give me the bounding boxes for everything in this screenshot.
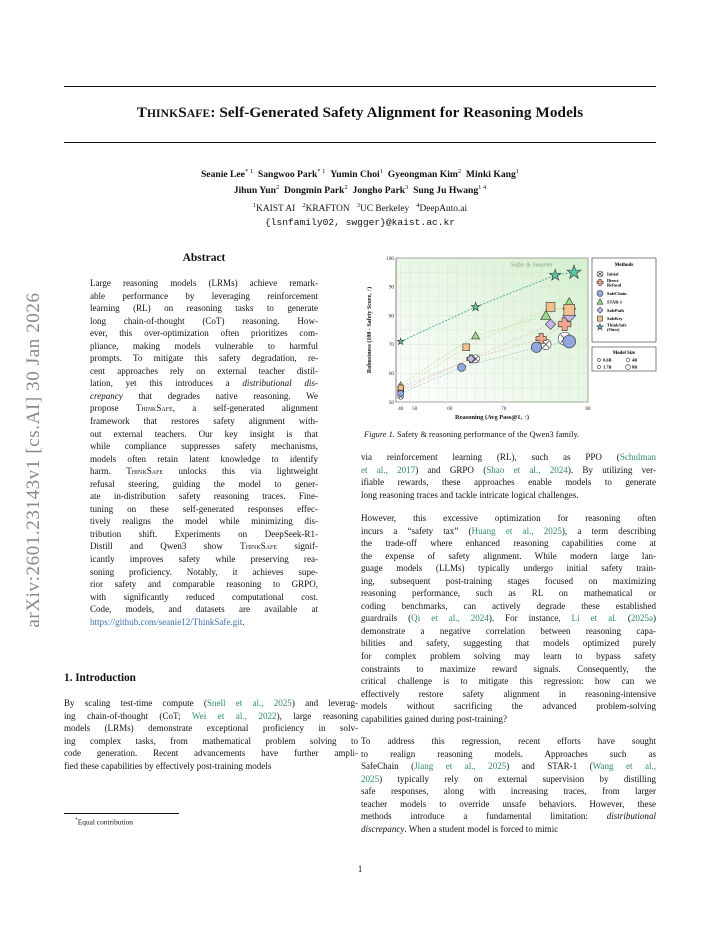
affiliation-name: KRAFTON: [305, 204, 350, 215]
author-affiliation-mark: 2: [275, 184, 280, 192]
text-line: tively realigns the model while minimizing dis-: [90, 516, 318, 527]
author-line-2: [64, 181, 656, 197]
text-line: safe responses, along with increasing traces, from larger: [361, 786, 656, 797]
data-point: [458, 363, 466, 371]
size-legend-marker: [626, 358, 630, 362]
size-legend-label: 1.7B: [603, 364, 612, 370]
text-line: fied these capabilities by effectively post-training models: [64, 760, 272, 771]
text-line: crepancy that degrades native reasoning. We: [90, 390, 318, 401]
text-line: ate in-distribution safety reasoning traces. Fine-: [90, 491, 318, 502]
text-line: Large reasoning models (LRMs) achieve remark-: [90, 278, 318, 288]
legend-label-line: (Ours): [607, 327, 620, 333]
figure-caption: Figure 1. Safety & reasoning performance of the Qwen3 family.: [364, 430, 580, 439]
marker-square: [564, 304, 575, 315]
text-line: learning (RL) on reasoning tasks to generate: [90, 303, 318, 314]
author-affiliation-mark: 2: [344, 184, 348, 192]
text-line: To address this regression, recent efforts have sought: [361, 736, 656, 746]
size-legend-title: Model Size: [612, 351, 636, 356]
legend-marker: [597, 271, 603, 277]
text-line: By scaling test-time compute (Snell et al., 2025) and leverag-: [64, 698, 358, 708]
y-tick-label: 90: [388, 284, 394, 291]
text-line: teacher models to override unsafe behaviors. However, these: [361, 798, 656, 809]
affiliation-mark: 4: [416, 202, 420, 209]
text-line: the expense of safety alignment. While modern large lan-: [361, 550, 656, 561]
legend-title: Methods: [614, 263, 634, 268]
text-line: refusal steering, guiding the model to gener-: [90, 478, 318, 489]
text-line: SafeChain (Jiang et al., 2025) and STAR-1 (Wang et al.,: [361, 761, 657, 772]
text-line: constraints to maximize reward signals. Consequently, the: [361, 663, 656, 674]
affiliation-mark: 1: [252, 202, 257, 209]
legend-label: STAR-1: [607, 299, 623, 305]
y-axis-label: Robustness (100 - Safety Score, ↑): [367, 286, 373, 374]
text-line: guage models (LLMs) typically undergo initial safety train-: [361, 563, 656, 574]
marker-square: [546, 303, 555, 312]
author-affiliation-mark: * 1: [317, 168, 326, 175]
size-legend-marker: [626, 365, 631, 370]
data-point: [398, 390, 404, 396]
author-email: {lsnfamily02, swgger}@kaist.ac.kr: [265, 217, 455, 228]
y-tick-label: 60: [388, 371, 394, 377]
text-line: for complex problem solving may learn to bypass safety: [361, 651, 656, 662]
affiliation-name: UC Berkeley: [359, 204, 410, 215]
legend-label-line: ThinkSafe: [607, 322, 627, 328]
abstract-body: [90, 277, 318, 628]
text-line: out external teachers. Our key insight is that: [90, 428, 318, 439]
arxiv-stamp: arXiv:2601.23143v1 [cs.AI] 30 Jan 2026: [23, 292, 44, 628]
text-line: models (LRMs) demonstrate exceptional proficiency in solv-: [64, 723, 358, 734]
text-line: rior safety and comparable reasoning to GRPO,: [90, 579, 318, 590]
text-line: models without sacrificing the advanced problem-solving: [361, 701, 656, 712]
text-line: guardrails (Qi et al., 2024). For instance, Li et al. (2025a): [361, 613, 656, 624]
data-point: [564, 304, 575, 315]
text-line: Distill and Qwen3 show ThinkSafe signif-: [90, 541, 318, 552]
author-affiliation-mark: 1: [515, 168, 520, 175]
footnote: *Equal contribution: [75, 817, 133, 827]
legend-label: SafeChain: [607, 291, 627, 296]
author-name: Sung Ju Hwang: [413, 185, 479, 197]
text-line: long reasoning traces and tackle intricate logical challenges.: [361, 489, 579, 500]
affiliation-name: KAIST AI: [256, 204, 296, 215]
x-tick-label: 40: [398, 406, 404, 412]
author-affiliation-mark: 1 4: [478, 184, 487, 192]
size-legend-label: 0.6B: [603, 357, 612, 363]
author-name: Minki Kang: [465, 169, 516, 181]
text-line: ifiable rewards, these approaches enable models to generate: [361, 477, 656, 488]
text-line: soning proficiency. Notably, it achieves supe-: [90, 566, 318, 577]
text-line: long chain-of-thought (CoT) reasoning. How-: [90, 315, 318, 326]
text-line: bilities and safety, suggesting that models optimized purely: [361, 638, 656, 649]
text-line: able performance by leveraging reinforcement: [90, 290, 318, 301]
text-line: while compliance suppresses safety mechanisms,: [90, 441, 318, 452]
introduction-paragraph: [64, 697, 358, 772]
figure-1-chart: [362, 252, 658, 424]
author-name: Seanie Lee: [200, 169, 245, 181]
text-line: harm. ThinkSafe unlocks this via lightweight: [90, 466, 318, 477]
author-name: Dongmin Park: [283, 185, 345, 197]
legend-label: SafeKey: [607, 316, 623, 322]
marker-circle: [597, 290, 603, 296]
size-legend-label: 8B: [632, 364, 638, 370]
y-tick-label: 80: [388, 313, 394, 320]
marker-circle: [458, 363, 466, 371]
legend-label: Initial: [607, 271, 619, 277]
text-line: ing complex tasks, from mathematical problem solving to: [64, 735, 358, 746]
text-line: tribution shift. Experiments on DeepSeek-R1-: [90, 528, 318, 539]
text-line: capabilities gained during post-training?: [361, 713, 507, 724]
text-line: ing chain-of-thought (CoT; Wei et al., 2022), large reasoning: [64, 710, 358, 721]
paper-title: THINKSAFE: Self-Generated Safety Alignment for Reasoning Models: [136, 104, 584, 121]
text-line: methods introduce a fundamental limitation: distributional: [361, 811, 656, 822]
marker-circle: [398, 390, 404, 396]
x-tick-label: 60: [447, 406, 453, 412]
author-name: Yumin Choi: [330, 169, 380, 181]
text-line: tuning on these self-generated responses effec-: [90, 503, 318, 514]
affiliation-mark: 3: [356, 202, 360, 209]
text-line: Code, models, and datasets are available at: [90, 604, 318, 615]
right-paragraph-1: [361, 451, 656, 501]
y-tick-label: 50: [388, 399, 394, 406]
text-line: discrepancy. When a student model is forced to mimic: [361, 823, 559, 834]
y-tick-label: 70: [388, 342, 394, 349]
size-legend-marker: [597, 365, 600, 368]
text-line: to realign reasoning models. Approaches such as: [361, 748, 656, 759]
title-rule: [64, 142, 656, 143]
data-point: [563, 335, 576, 348]
data-point: [531, 342, 541, 352]
data-point: [398, 385, 403, 390]
author-affiliation-mark: 1: [379, 168, 383, 175]
text-line: prompts. To mitigate this safety degradation, re-: [90, 353, 318, 364]
legend-marker: [597, 316, 602, 321]
author-affiliation-mark: * 1: [244, 168, 254, 175]
text-line: However, this excessive optimization for reasoning often: [361, 513, 656, 523]
size-legend-label: 4B: [632, 357, 638, 363]
x-tick-label: 50: [412, 406, 418, 412]
text-line: ing, subsequent post-training stages focused on maximizing: [361, 575, 656, 586]
x-axis-label: Reasoning (Avg Pass@1, ↑): [455, 414, 529, 421]
text-line: effectively restore safety alignment in reasoning-intensive: [361, 688, 656, 699]
author-affiliation-mark: 3: [405, 184, 409, 192]
text-line: pliance, making models vulnerable to harmful: [90, 340, 318, 351]
affiliation-name: DeepAuto.ai: [419, 204, 468, 215]
text-line: 2025) typically rely on external supervision by distilling: [361, 773, 656, 784]
text-line: ever, this over-optimization often prioritizes com-: [90, 328, 318, 339]
author-line-1: [64, 165, 656, 181]
text-line: reasoning performance, such as RL on mathematical or: [361, 588, 656, 599]
right-paragraph-2: [361, 512, 656, 725]
text-line: https://github.com/seanie12/ThinkSafe.git.: [90, 616, 245, 627]
text-line: code generation. Recent advancements have further ampli-: [64, 748, 358, 759]
data-point: [463, 344, 470, 351]
author-affiliation-mark: 2: [457, 168, 462, 175]
marker-circle: [563, 335, 576, 348]
x-tick-label: 80: [585, 406, 591, 412]
author-name: Jongho Park: [352, 185, 406, 197]
right-paragraph-3: [361, 735, 656, 835]
affiliation-mark: 2: [302, 202, 306, 209]
legend-label-line: Refusal: [607, 282, 622, 288]
marker-square: [463, 344, 470, 351]
author-name: Jihun Yun: [233, 185, 276, 197]
author-name: Sangwoo Park: [257, 169, 318, 181]
text-line: framework that restores safety alignment with-: [90, 416, 318, 427]
footnote-rule: [64, 813, 179, 814]
legend-label-line: Direct: [607, 277, 619, 283]
top-rule: [64, 86, 656, 87]
text-line: propose ThinkSafe, a self-generated alignment: [90, 403, 318, 414]
text-line: icantly improves safety while preserving rea-: [90, 554, 318, 565]
x-tick-label: 70: [501, 406, 507, 412]
text-line: lation, yet this introduces a distributional dis-: [90, 378, 318, 389]
text-line: coding benchmarks, can actively degrade these established: [361, 600, 656, 611]
text-line: models often retain latent knowledge to identify: [90, 453, 318, 464]
text-line: the trade-off where enhanced reasoning capabilities come at: [361, 538, 656, 549]
affiliations: [64, 202, 656, 214]
legend-label: SafePath: [607, 307, 624, 313]
page-number: 1: [357, 864, 363, 874]
author-name: Gyeongman Kim: [387, 169, 458, 181]
text-line: critical challenge is to mitigate this regression: how can we: [361, 676, 656, 687]
text-line: with significantly reduced computational cost.: [90, 591, 318, 602]
introduction-heading: 1. Introduction: [64, 672, 136, 684]
size-legend-marker: [598, 359, 601, 362]
text-line: demonstrate a negative correlation between reasoning capa-: [361, 625, 656, 636]
chart-annotation: Safer & Smarter: [510, 261, 553, 269]
data-point: [546, 303, 555, 312]
marker-square: [597, 316, 602, 321]
text-line: cent approaches rely on external teacher distil-: [90, 365, 318, 376]
marker-circle: [531, 342, 541, 352]
text-line: et al., 2017) and GRPO (Shao et al., 2024). By utilizing ver-: [361, 464, 656, 475]
marker-square: [398, 385, 403, 390]
abstract-heading: Abstract: [182, 252, 226, 264]
author-list: [64, 165, 656, 197]
text-line: via reinforcement learning (RL), such as PPO (Schulman: [361, 452, 656, 462]
legend-marker: [597, 290, 603, 296]
y-tick-label: 100: [386, 255, 394, 262]
text-line: incurs a “safety tax” (Huang et al., 2025), a term describing: [361, 525, 656, 536]
